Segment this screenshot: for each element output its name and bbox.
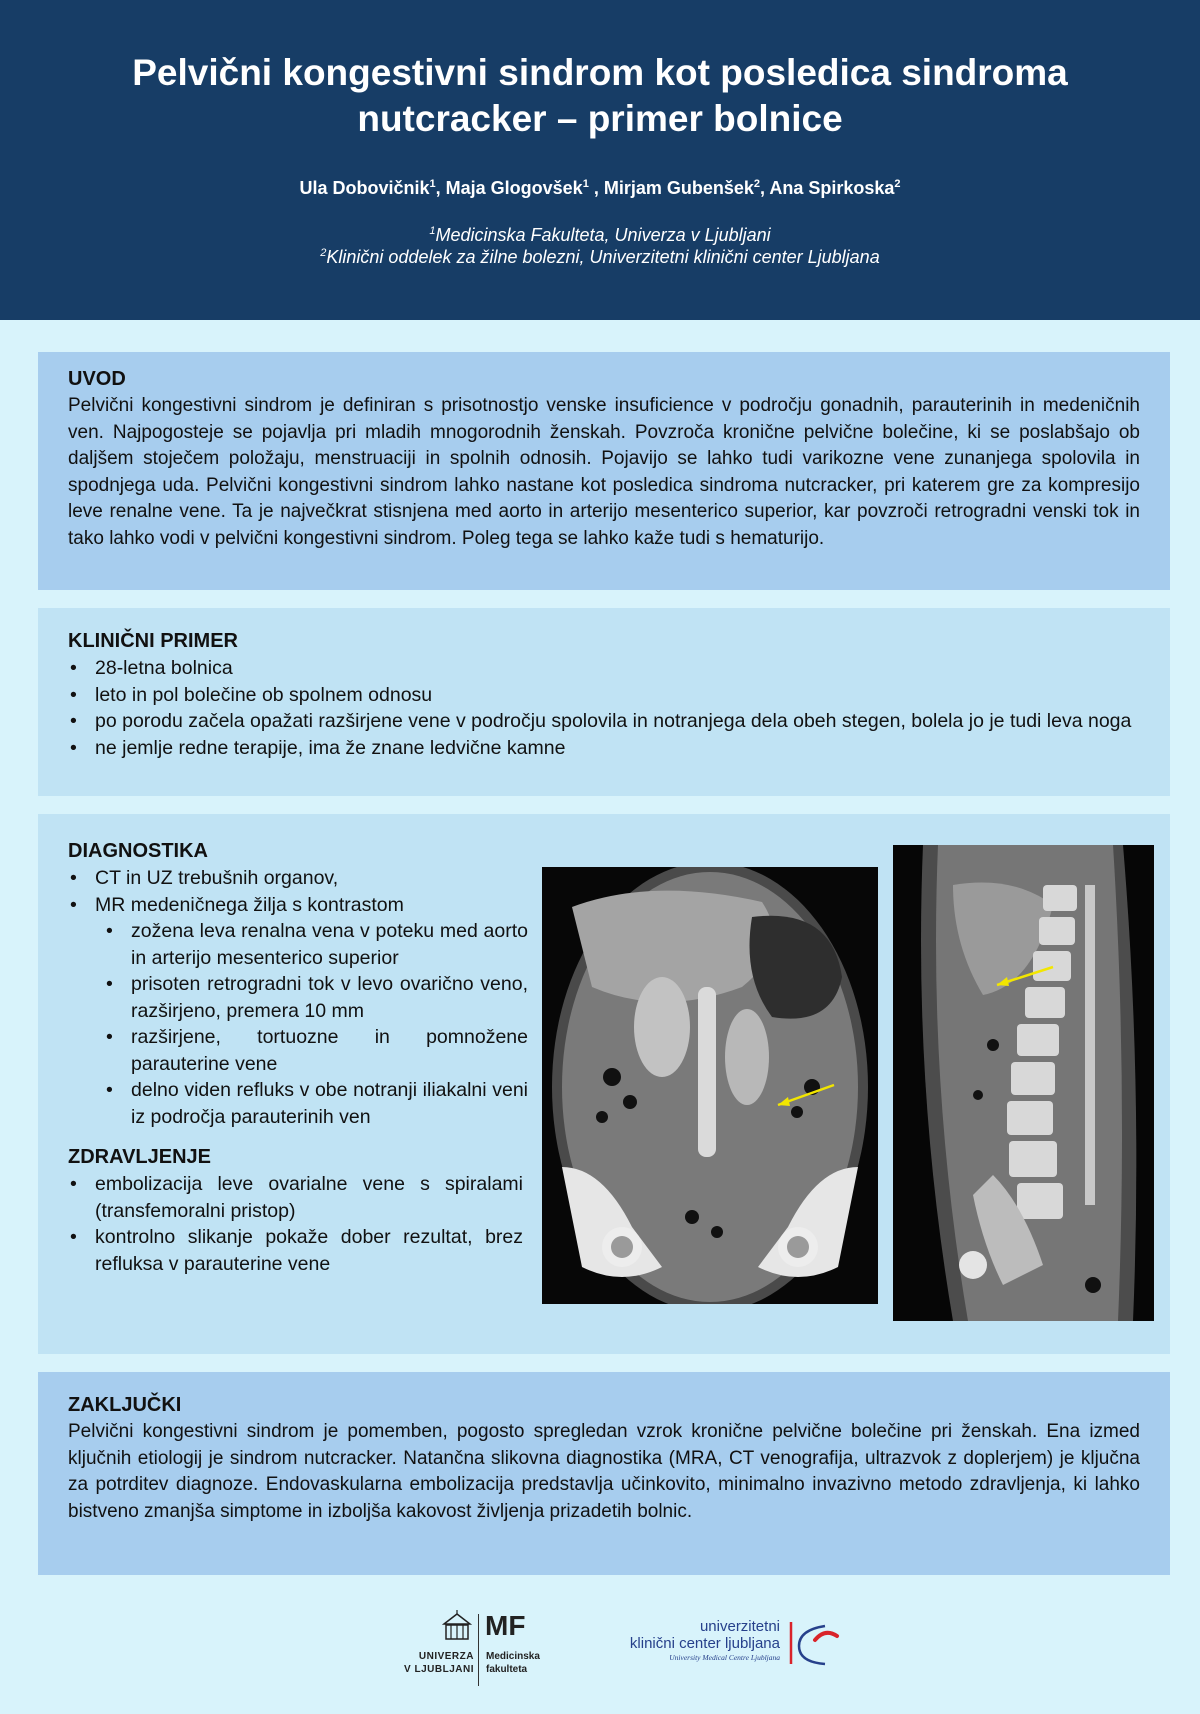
- title-line-2: nutcracker – primer bolnice: [357, 98, 843, 139]
- bullet-list: [68, 865, 528, 1130]
- ukc-name-line: klinični center ljubljana: [629, 1635, 780, 1652]
- list-item: • 28-letna bolnica: [68, 655, 1140, 682]
- faculty-name-line: Medicinska: [486, 1651, 540, 1662]
- university-name-line: UNIVERZA: [418, 1651, 474, 1662]
- diagnostika-text-column: [68, 838, 528, 1277]
- ct-coronal-image: [542, 867, 878, 1304]
- sub-list-item: • zožena leva renalna vena v poteku med aorto in arterijo mesenterico superior: [105, 918, 528, 971]
- ct-sagittal-drawing: [893, 845, 1154, 1321]
- author-name: Mirjam Gubenšek: [603, 178, 754, 198]
- author-affiliation-mark: 1: [429, 178, 436, 190]
- section-text: Pelvični kongestivni sindrom je definiran s prisotnostjo venske insuficience v področju gonadnih, parauterinih in medeničnih ven. Najpogosteje se pojavlja pri mladih mnogorodnih ženskah. Povzroča kronične pelvične bolečine, ki se poslabšajo ob daljšem stoječem položaju, menstruaciji in spolnih odnosih. Pojavijo se lahko tudi varikozne vene zunanjega spolovila in spodnjega uda. Pelvični kongestivni sindrom lahko nastane kot posledica sindroma nutcracker, pri katerem gre za kompresijo leve renalne vene. Ta je največkrat stisnjena med aorto in arterijo mesenterico superior, kar povzroči retrogradni venski tok in tako lahko vodi v pelvični kongestivni sindrom. Poleg tega se lahko kaže tudi s hematurijo.: [68, 395, 1140, 549]
- affiliation-text: Medicinska Fakulteta, Univerza v Ljubljani: [435, 225, 771, 245]
- poster-title: [60, 50, 1140, 142]
- faculty-name-line: fakulteta: [486, 1664, 528, 1675]
- list-item: • CT in UZ trebušnih organov,: [68, 865, 528, 892]
- affiliation-item: [0, 246, 1200, 268]
- bullet-list: [68, 1171, 523, 1277]
- sub-list-item: • delno viden refluks v obe notranji iliakalni veni iz področja parauterinih ven: [105, 1077, 528, 1130]
- author-name: Maja Glogovšek: [445, 178, 583, 198]
- list-item: • kontrolno slikanje pokaže dober rezultat, brez refluksa v parauterine vene: [68, 1224, 523, 1277]
- list-item-text: MR medeničnega žilja s kontrastom: [95, 893, 404, 916]
- title-line-1: Pelvični kongestivni sindrom kot posledica sindroma: [132, 52, 1068, 93]
- affiliation-list: [0, 224, 1200, 268]
- list-item: [68, 892, 528, 1131]
- affiliation-number: 1: [429, 225, 436, 237]
- author-list: Ula Dobovičnik$^1$, Maja Glogovšek$^1$ , Mirjam Gubenšek$^2$, Ana Spirkoska$^2$: [299, 178, 901, 198]
- author-name: Ana Spirkoska: [769, 178, 895, 198]
- section-uvod: [38, 352, 1170, 590]
- section-heading: KLINIČNI PRIMER: [68, 630, 238, 652]
- ukc-logo: [620, 1618, 850, 1678]
- sub-list-item: • prisoten retrogradni tok v levo ovarično veno, razširjeno, premera 10 mm: [105, 971, 528, 1024]
- ul-mf-logo: [400, 1610, 550, 1690]
- author-affiliation-mark: 2: [753, 178, 760, 190]
- ct-coronal-drawing: [542, 867, 878, 1304]
- mf-abbreviation: MF: [485, 1610, 526, 1641]
- ct-sagittal-image: [893, 845, 1154, 1321]
- affiliation-item: [0, 224, 1200, 246]
- university-name-line: V LJUBLJANI: [404, 1664, 474, 1675]
- ukc-name: [630, 1618, 780, 1663]
- section-text: Pelvični kongestivni sindrom je pomemben, pogosto spregledan vzrok kronične pelvične bolečine pri ženskah. Ena izmed ključnih etiologij je sindrom nutcracker. Natančna slikovna diagnostika (MRA, CT venografija, ultrazvok z doplerjem) je ključna za potrditev diagnoze. Endovaskularna embolizacija predstavlja učinkovito, minimalno invazivno metodo zdravljenja, ki lahko bistveno zmanjša simptome in izboljša kakovost življenja prizadetih bolnic.: [68, 1421, 1140, 1522]
- list-item: • leto in pol bolečine ob spolnem odnosu: [68, 682, 1140, 709]
- affiliation-text: Klinični oddelek za žilne bolezni, Univerzitetni klinični center Ljubljana: [326, 247, 880, 267]
- section-heading: UVOD: [68, 368, 126, 390]
- section-zakljucki: [38, 1372, 1170, 1575]
- sub-list-item: • razširjene, tortuozne in pomnožene parauterine vene: [105, 1024, 528, 1077]
- section-heading: DIAGNOSTIKA: [68, 840, 208, 862]
- logo-divider: [478, 1614, 479, 1686]
- author-affiliation-mark: 1: [582, 178, 589, 190]
- affiliation-number: 2: [320, 247, 327, 259]
- bullet-list: [68, 655, 1140, 761]
- ukc-emblem-icon: [785, 1618, 845, 1670]
- sub-bullet-list: [105, 918, 528, 1130]
- poster-header: [0, 0, 1200, 320]
- university-name: [400, 1650, 474, 1676]
- ukc-name-english: University Medical Centre Ljubljana: [669, 1653, 780, 1662]
- zdravljenje-block: [68, 1144, 523, 1277]
- university-building-icon: [442, 1610, 472, 1644]
- list-item: • po porodu začela opažati razširjene vene v področju spolovila in notranjega dela obeh stegen, bolela jo je tudi leva noga: [68, 708, 1140, 735]
- faculty-name: [486, 1650, 540, 1676]
- ukc-name-line: univerzitetni: [699, 1618, 780, 1635]
- list-item: • embolizacija leve ovarialne vene s spiralami (transfemoralni pristop): [68, 1171, 523, 1224]
- list-item: • ne jemlje redne terapije, ima že znane ledvične kamne: [68, 735, 1140, 762]
- author-name: Ula Dobovičnik: [299, 178, 430, 198]
- section-heading: ZDRAVLJENJE: [68, 1146, 211, 1168]
- footer-logos: [0, 1600, 1200, 1690]
- section-heading: ZAKLJUČKI: [68, 1394, 182, 1416]
- section-klinicni-primer: [38, 608, 1170, 796]
- author-affiliation-mark: 2: [894, 178, 901, 190]
